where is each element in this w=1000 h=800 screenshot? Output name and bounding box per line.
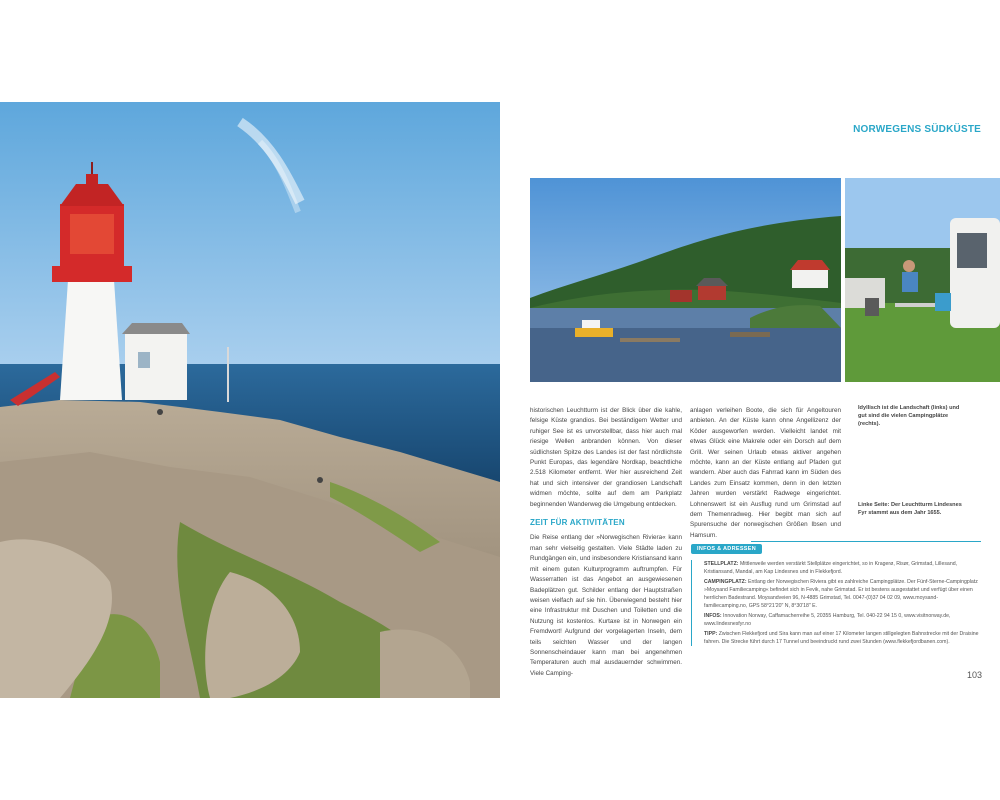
info-list xyxy=(691,560,981,646)
info-box xyxy=(691,537,981,648)
info-label: TIPP: xyxy=(704,631,718,637)
paragraph: anlagen verleihen Boote, die sich für Angeltouren anbieten. An der Küste kann ohne Angellizenz der Köder ausgeworfen werden. Vielleicht landet mit etwas Glück eine Makrele oder ein Dorsch auf dem Grill. Wer seinen Urlaub etwas aktiver angehen möchte, kann an der Küste entlang auf Pfaden gut wandern. Aber auch das Fahrrad kann im Süden des Landes zum Einsatz kommen, denn in den letzten Jahren wurden verstärkt Radwege eingerichtet. Lohnenswert ist ein Ausflug rund um Grimstad auf dem Themenradweg. Hier begibt man sich auf Spurensuche der norwegischen Größen Ibsen und Hamsum. xyxy=(690,407,841,539)
right-page xyxy=(500,102,1000,698)
photo-caption: Idyllisch ist die Landschaft (links) und gut sind die vielen Campingplätze (rechts). xyxy=(858,405,960,427)
info-text: Innovation Norway, Caffamacherreihe 5, 20355 Hamburg, Tel. 040-22 94 15 0, www.visitnorway.de, www.lindesnesfyr.no xyxy=(704,613,951,627)
info-item xyxy=(704,612,981,628)
page-number: 103 xyxy=(966,670,982,680)
info-label: CAMPINGPLATZ: xyxy=(704,579,747,585)
info-tag: INFOS & ADRESSEN xyxy=(691,544,762,554)
paragraph: Die Reise entlang der »Norwegischen Riviera« kann man sehr vielseitig gestalten. Viele Städte laden zu Rundgängen ein, und insbesondere Kristiansand kann mit einem guten Kulturprogramm auftrumpfen. Für Wasserratten ist das Angebot an ausgewiesenen Badeplätzen gut. Schilder entlang der Hauptstraßen weisen vielfach auf sie hin. Überwiegend besteht hier eine Infrastruktur mit Duschen und Toiletten und die Nutzung ist kostenlos. Kurtaxe ist in Norwegen ein Fremdwort! Aufgrund der vorgelagerten Inseln, dem teils seichten Wasser und der langen Sonnenscheindauer kann man bei angenehmen Temperaturen auch mal ausdauernder schwimmen. Viele Camping- xyxy=(530,534,682,677)
camping-photo xyxy=(845,178,1000,382)
fjord-photo xyxy=(530,178,841,382)
info-item xyxy=(704,630,981,646)
info-item xyxy=(704,578,981,610)
info-label: INFOS: xyxy=(704,613,722,619)
info-text: Entlang der Norwegischen Riviera gibt es zahlreiche Campingplätze. Der Fünf-Sterne-Campingplatz »Moysand Familiecamping« befindet sich in Fevik, nahe Grimstad. Er ist bestens ausgestattet und verfügt über einen herrlichen Badestrand. Moysandveien 96, N-4885 Grimstad, Tel. 0047-(0)37 04 02 09, www.moysand-familiecamping.no, GPS 58°21'20" N, 8°30'18" E. xyxy=(704,579,978,609)
info-item xyxy=(704,560,981,576)
info-text: Zwischen Flekkefjord und Sira kann man auf einer 17 Kilometer langen stillgelegten Bahnstrecke mit der Draisine fahren. Die Strecke führt durch 17 Tunnel und beeindruckt rund zwei Stunden (www.flekkefjordbanen.com). xyxy=(704,631,979,645)
photo-caption: Linke Seite: Der Leuchtturm Lindesnes Fyr stammt aus dem Jahr 1655. xyxy=(858,502,962,516)
lighthouse-photo xyxy=(0,102,500,698)
section-title: NORWEGENS SÜDKÜSTE xyxy=(853,124,981,135)
divider xyxy=(751,541,981,542)
info-text: Mittlerweile werden verstärkt Stellplätze eingerichtet, so in Kragerø, Risør, Grimstad, Lillesand, Kristiansand, Mandal, am Kap Lindesnes und in Flekkefjord. xyxy=(704,561,958,575)
paragraph: historischen Leuchtturm ist der Blick über die kahle, felsige Küste grandios. Bei beständigem Wetter und ruhiger See ist es unvorstellbar, dass hier auch mal riesige Wellen anbranden können. Von dieser südlichsten Spitze des Landes ist der fast nördlichste Punkt Europas, das legendäre Nordkap, beachtliche 2.518 Kilometer entfernt. Wer hier ausreichend Zeit hat und sich intensiver der grandiosen Landschaft widmen möchte, sollte auf dem am Parkplatz beginnenden Wanderweg die Umgebung entdecken. xyxy=(530,407,682,508)
text-column-1 xyxy=(530,406,682,679)
subheading: ZEIT FÜR AKTIVITÄTEN xyxy=(530,518,625,528)
magazine-spread xyxy=(0,102,1000,698)
info-label: STELLPLATZ: xyxy=(704,561,739,567)
text-column-2 xyxy=(690,406,841,541)
